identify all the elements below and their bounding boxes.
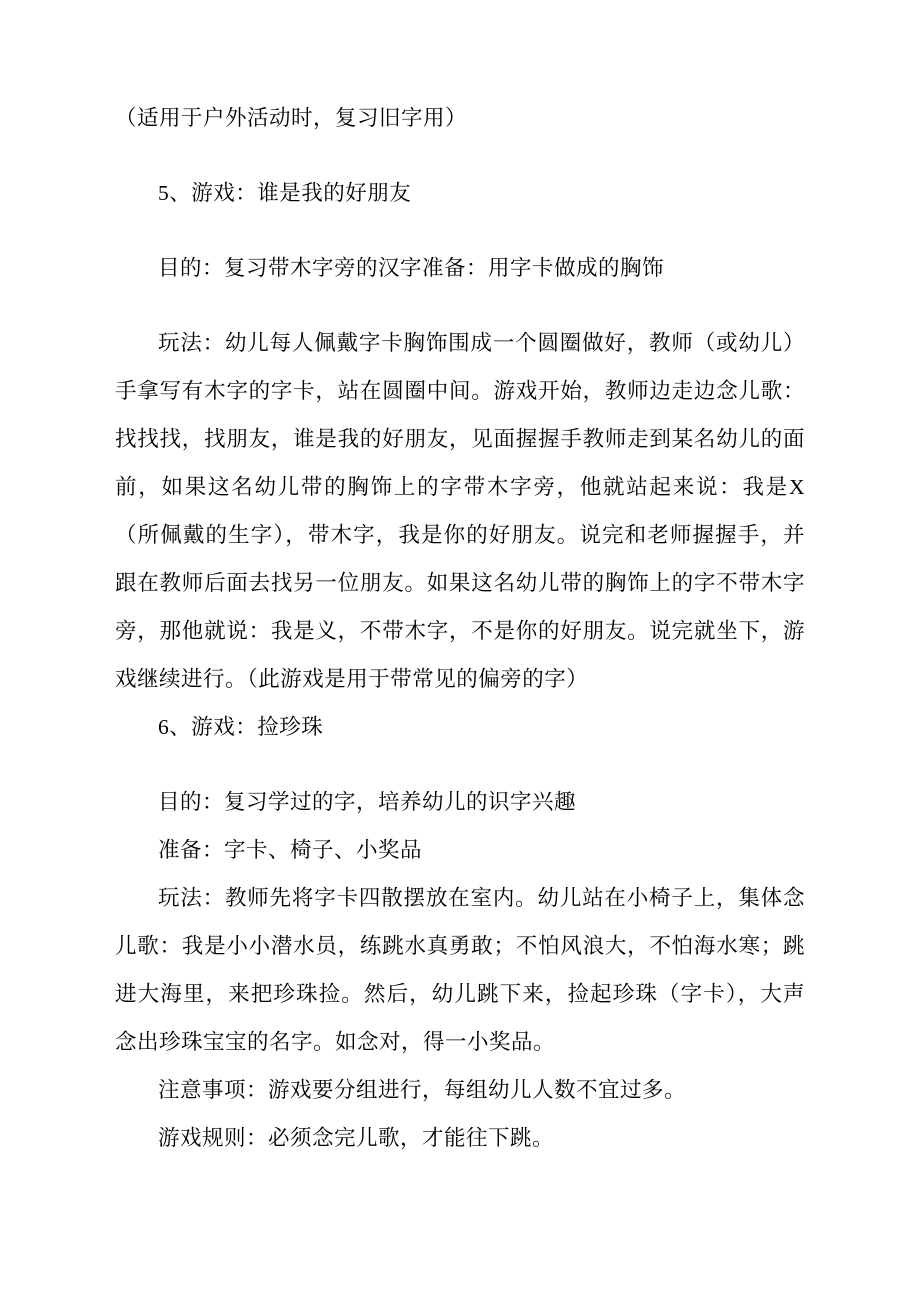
paragraph-game5-howto: 玩法：幼儿每人佩戴字卡胸饰围成一个圆圈做好，教师（或幼儿）手拿写有木字的字卡，站在圆圈中间。游戏开始，教师边走边念儿歌：找找找，找朋友，谁是我的好朋友，见面握握手教师走到某名幼儿的面前，如果这名幼儿带的胸饰上的字带木字旁，他就站起来说：我是X（所佩戴的生字），带木字，我是你的好朋友。说完和老师握握手，并跟在教师后面去找另一位朋友。如果这名幼儿带的胸饰上的字不带木字旁，那他就说：我是义，不带木字，不是你的好朋友。说完就坐下，游戏继续进行。（此游戏是用于带常见的偏旁的字） — [115, 331, 805, 691]
paragraph-game5-title: 5、游戏：谁是我的好朋友 — [158, 181, 412, 205]
paragraph-game6-rules: 游戏规则：必须念完儿歌，才能往下跳。 — [158, 1126, 555, 1150]
paragraph-game6-howto: 玩法：教师先将字卡四散摆放在室内。幼儿站在小椅子上，集体念儿歌：我是小小潜水员，练跳水真勇敢；不怕风浪大，不怕海水寒；跳进大海里，来把珍珠捡。然后，幼儿跳下来，捡起珍珠（字卡），大声念出珍珠宝宝的名字。如念对，得一小奖品。 — [115, 886, 805, 1054]
paragraph-game5-purpose: 目的：复习带木字旁的汉字准备：用字卡做成的胸饰 — [158, 256, 665, 280]
paragraph-note: （适用于户外活动时，复习旧字用） — [115, 106, 468, 130]
paragraph-game6-materials: 准备：字卡、椅子、小奖品 — [158, 838, 423, 862]
paragraph-game6-purpose: 目的：复习学过的字，培养幼儿的识字兴趣 — [158, 790, 577, 814]
paragraph-game6-title: 6、游戏：捡珍珠 — [158, 715, 324, 739]
paragraph-game6-notes: 注意事项：游戏要分组进行，每组幼儿人数不宜过多。 — [158, 1078, 687, 1102]
